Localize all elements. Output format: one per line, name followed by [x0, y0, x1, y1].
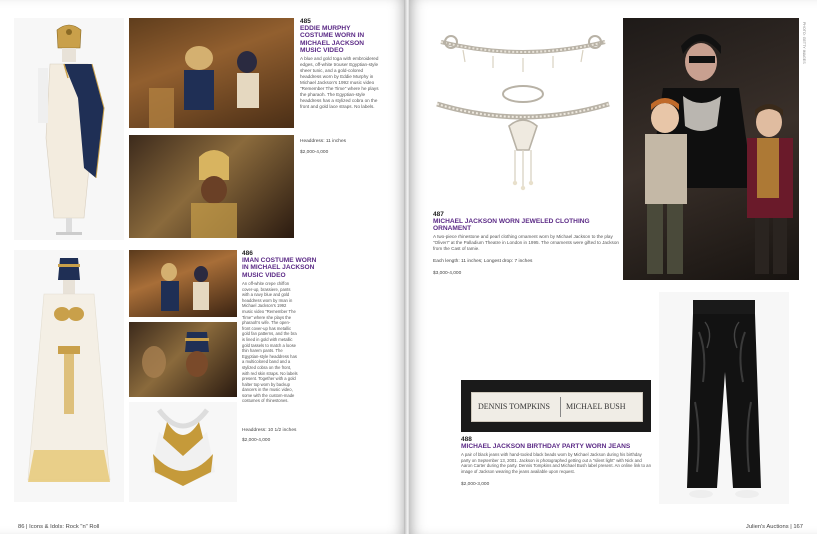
gold-halter-top-photo — [129, 402, 237, 502]
left-page-footer: 86 | Icons & Idols: Rock "n" Roll — [18, 524, 100, 530]
lot-486-description: An off-white crepe chiffon cover-up, brassiere, pants with a navy blue and gold headdress worn by Iman in Michael Jackson's 1992 music video "Remember The Time" where she plays the pharaoh's wife. The open-front cover-up has metallic gold fan patterns, and the bra is lined in gold with metallic gold tassels to match a loose thin harem pants. The Egyptian-style headdress has a multicolored band and a stylized cobra on the front, with red skin straps. No labels present. Together with a gold halter top worn by backup dancers in the music video, some with the custom-made costumes of rhinestones. — [242, 281, 298, 404]
left-page — [0, 0, 406, 534]
video-still-pharaoh-closeup — [129, 135, 294, 238]
lot-485-title: EDDIE MURPHY COSTUME WORN IN MICHAEL JACKSON MUSIC VIDEO — [300, 25, 365, 55]
lot-488-title: MICHAEL JACKSON BIRTHDAY PARTY WORN JEANS — [461, 443, 631, 450]
lot-487-number: 487 — [433, 211, 444, 218]
lot-486-title: IMAN COSTUME WORN IN MICHAEL JACKSON MUSIC VIDEO — [242, 257, 317, 279]
lot-486-estimate: $2,000-4,000 — [242, 438, 271, 443]
right-page-footer: Julien's Auctions | 167 — [745, 524, 803, 530]
right-page — [409, 0, 817, 534]
label-text-dennis-tompkins: DENNIS TOMPKINS — [478, 402, 550, 411]
lot-486-number: 486 — [242, 250, 253, 257]
michael-jackson-event-photo — [623, 18, 799, 280]
jeweled-ornament-photo — [433, 22, 613, 192]
black-jeans-photo — [659, 292, 789, 504]
lot-488-number: 488 — [461, 436, 472, 443]
eddie-murphy-costume-photo — [14, 18, 124, 240]
video-still-iman-closeup — [129, 322, 237, 397]
jeans-label-photo — [461, 380, 651, 432]
label-tag — [471, 392, 643, 422]
lot-487-dimensions: Each length: 11 inches; Longest drop: 7 inches — [433, 259, 533, 264]
lot-485-number: 485 — [300, 18, 311, 25]
lot-485-dimensions: Headdress: 11 inches — [300, 139, 347, 144]
lot-485-description: A blue and gold toga with embroidered edges, off-white trouser Egyptian-style sheer tunic, and a gold-colored headdress worn by Eddie Murphy in Michael Jackson's 1992 music video "Remember The Time" where he plays the pharaoh. The Egyptian-style headdress has a stylized cobra on the front and gold lace straps. No labels. — [300, 56, 379, 109]
lot-487-description: A two-piece rhinestone and pearl clothing ornament worn by Michael Jackson to the play "Oliver!" at the Palladium Theatre in London in 1995. The ornaments were gifted to Jackson from the Cast of Iamie. — [433, 234, 619, 251]
label-divider — [560, 397, 561, 417]
video-still-iman-throne — [129, 250, 237, 317]
photo-credit: PHOTO: GETTY IMAGES — [802, 22, 806, 64]
video-still-pharaoh-throne — [129, 18, 294, 128]
lot-486-dimensions: Headdress: 10 1/2 inches — [242, 428, 297, 433]
lot-488-estimate: $2,000-3,000 — [461, 482, 490, 487]
lot-485-estimate: $2,000-4,000 — [300, 150, 329, 155]
lot-487-title: MICHAEL JACKSON WORN JEWELED CLOTHING ORNAMENT — [433, 218, 590, 233]
lot-487-estimate: $3,000-4,000 — [433, 271, 462, 276]
lot-488-description: A pair of black jeans with hand-tooled black beads worn by Michael Jackson during his birthday party on September 13, 2001. Jackson is photographed getting out a "silent light" with Nick and Aaron Carter during the party. Dennis Tompkins and Michael Bush label present. An online link to an image of Jackson wearing the jeans available upon request. — [461, 452, 651, 474]
iman-costume-photo — [14, 250, 124, 502]
label-text-michael-bush: MICHAEL BUSH — [566, 402, 626, 411]
